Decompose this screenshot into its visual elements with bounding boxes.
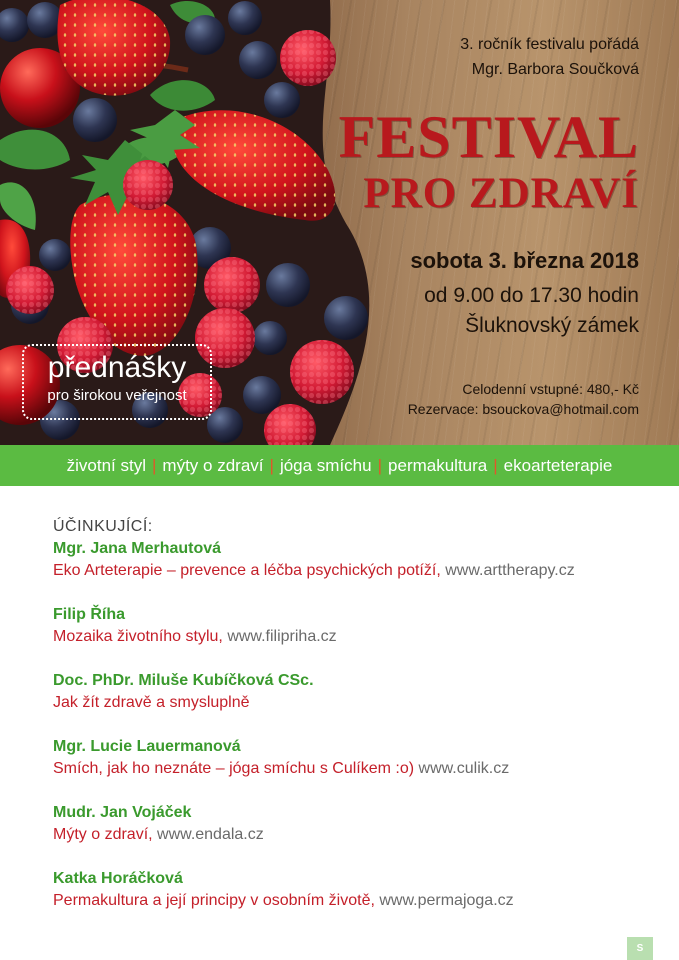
performer-name: Doc. PhDr. Miluše Kubíčková CSc. — [53, 672, 314, 689]
event-venue: Šluknovský zámek — [465, 314, 639, 337]
performer-topic-line — [53, 824, 653, 846]
performer-topic-line — [53, 890, 653, 912]
performer-topic: Jak žít zdravě a smysluplně — [53, 694, 250, 711]
performer-website: www.endala.cz — [157, 826, 264, 843]
performer-topic-line — [53, 758, 653, 780]
performer-website: www.filipriha.cz — [227, 628, 337, 645]
festival-title-line-2: PRO ZDRAVÍ — [363, 170, 639, 217]
performer-topic: Eko Arteterapie – prevence a léčba psychických potíží, — [53, 562, 441, 579]
topic-item: mýty o zdraví — [162, 455, 264, 475]
performer-topic: Permakultura a její principy v osobním životě, — [53, 892, 375, 909]
event-date: sobota 3. března 2018 — [410, 248, 639, 273]
lectures-badge-title: přednášky — [47, 351, 187, 384]
topic-separator: | — [152, 455, 157, 475]
performer-entry — [53, 802, 653, 846]
topic-item: jóga smíchu — [279, 455, 372, 475]
topic-separator: | — [493, 455, 498, 475]
performer-entry — [53, 604, 653, 648]
performer-topic: Mozaika životního stylu, — [53, 628, 223, 645]
performers-heading: ÚČINKUJÍCÍ: — [53, 518, 153, 535]
performer-name: Filip Říha — [53, 606, 125, 623]
topic-item: permakultura — [388, 455, 488, 475]
topic-item: životní styl — [66, 455, 146, 475]
performer-entry — [53, 538, 653, 582]
performer-name: Mgr. Lucie Lauermanová — [53, 738, 241, 755]
performer-entry — [53, 868, 653, 912]
hero-banner — [0, 0, 679, 445]
performer-website: www.culik.cz — [418, 760, 510, 777]
topic-separator: | — [269, 455, 274, 475]
event-hours: od 9.00 do 17.30 hodin — [424, 284, 639, 307]
performer-name: Mgr. Jana Merhautová — [53, 540, 222, 557]
corner-logo-mark: S — [627, 937, 653, 960]
lectures-badge — [22, 344, 212, 420]
admission-price: Celodenní vstupné: 480,- Kč — [462, 381, 639, 397]
organizer-line-2: Mgr. Barbora Součková — [471, 61, 639, 78]
performer-topic-line — [53, 692, 653, 714]
performers-list — [53, 518, 653, 934]
topic-item: ekoarteterapie — [503, 455, 613, 475]
performer-topic-line — [53, 626, 653, 648]
performer-name: Katka Horáčková — [53, 870, 183, 887]
performer-topic: Smích, jak ho neznáte – jóga smíchu s Culíkem :o) — [53, 760, 415, 777]
lectures-badge-subtitle: pro širokou veřejnost — [47, 386, 187, 404]
performer-name: Mudr. Jan Vojáček — [53, 804, 192, 821]
performer-topic: Mýty o zdraví, — [53, 826, 153, 843]
festival-title-line-1: FESTIVAL — [338, 104, 639, 170]
performer-website: www.arttherapy.cz — [445, 562, 575, 579]
organizer-line-1: 3. ročník festivalu pořádá — [460, 36, 639, 53]
reservation-contact: Rezervace: bsouckova@hotmail.com — [407, 401, 639, 417]
performer-entry — [53, 736, 653, 780]
topics-bar — [0, 445, 679, 486]
performer-topic-line — [53, 560, 653, 582]
performer-website: www.permajoga.cz — [379, 892, 514, 909]
performer-entry — [53, 670, 653, 714]
topic-separator: | — [377, 455, 383, 475]
